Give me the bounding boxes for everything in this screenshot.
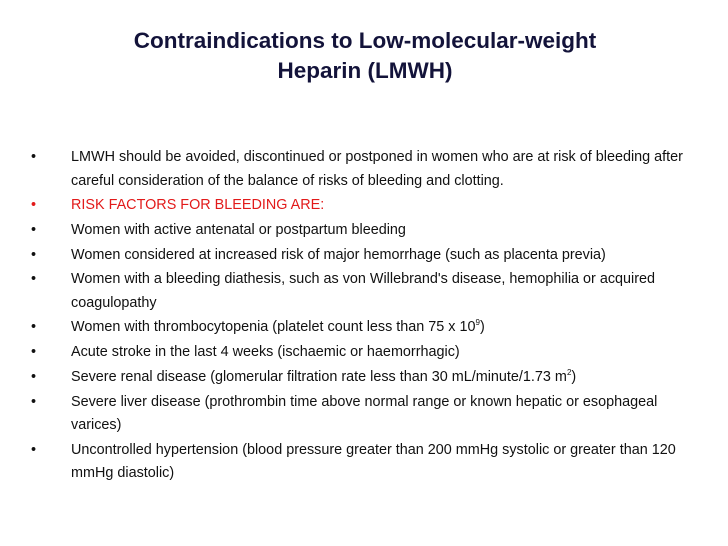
item-text: Acute stroke in the last 4 weeks (ischaemic or haemorrhagic) bbox=[71, 344, 460, 361]
bullet-icon: • bbox=[31, 319, 37, 336]
item-text: Women considered at increased risk of major hemorrhage (such as placenta previa) bbox=[71, 246, 606, 263]
item-text-tail: ) bbox=[479, 319, 485, 336]
item-text: Women with active antenatal or postpartum bleeding bbox=[71, 221, 406, 238]
bullet-list bbox=[0, 146, 700, 487]
list-item-risk-heading bbox=[0, 194, 700, 218]
title-line-2: Heparin (LMWH) bbox=[277, 58, 453, 83]
item-text-tail: ) bbox=[571, 368, 577, 385]
bullet-icon: • bbox=[31, 368, 37, 385]
bullet-icon: • bbox=[31, 197, 37, 214]
superscript: 9 bbox=[475, 318, 480, 328]
bullet-icon: • bbox=[31, 149, 37, 165]
list-item bbox=[0, 341, 700, 365]
bullet-icon: • bbox=[31, 221, 37, 238]
item-text: Women with thrombocytopenia (platelet count less than 75 x 10 bbox=[71, 319, 476, 336]
item-text: RISK FACTORS FOR BLEEDING ARE: bbox=[71, 197, 325, 214]
slide-title bbox=[40, 26, 690, 86]
item-text: LMWH should be avoided, discontinued or postponed in women who are at risk of bleeding after careful consideration of the balance of risks of bleeding and clotting. bbox=[71, 149, 683, 189]
bullet-icon: • bbox=[31, 441, 37, 458]
superscript: 2 bbox=[566, 367, 572, 377]
item-text: Severe renal disease (glomerular filtration rate less than 30 mL/minute/1.73 m bbox=[71, 368, 567, 385]
list-item bbox=[0, 439, 700, 486]
list-item bbox=[0, 391, 700, 438]
list-item bbox=[0, 146, 700, 193]
item-text: Uncontrolled hypertension (blood pressure greater than 200 mmHg systolic or greater than 120 mmHg diastolic) bbox=[71, 441, 676, 482]
list-item bbox=[0, 316, 700, 340]
bullet-icon: • bbox=[31, 246, 37, 263]
list-item bbox=[0, 219, 700, 243]
bullet-icon: • bbox=[31, 271, 37, 288]
title-line-1: Contraindications to Low-molecular-weight bbox=[133, 28, 597, 53]
item-text: Women with a bleeding diathesis, such as von Willebrand's disease, hemophilia or acquired coagulopathy bbox=[71, 271, 656, 311]
bullet-icon: • bbox=[31, 344, 37, 361]
list-item bbox=[0, 366, 700, 390]
list-item bbox=[0, 268, 700, 315]
list-item bbox=[0, 244, 700, 268]
item-text: Severe liver disease (prothrombin time above normal range or known hepatic or esophageal varices) bbox=[71, 393, 658, 433]
bullet-icon: • bbox=[31, 393, 37, 410]
